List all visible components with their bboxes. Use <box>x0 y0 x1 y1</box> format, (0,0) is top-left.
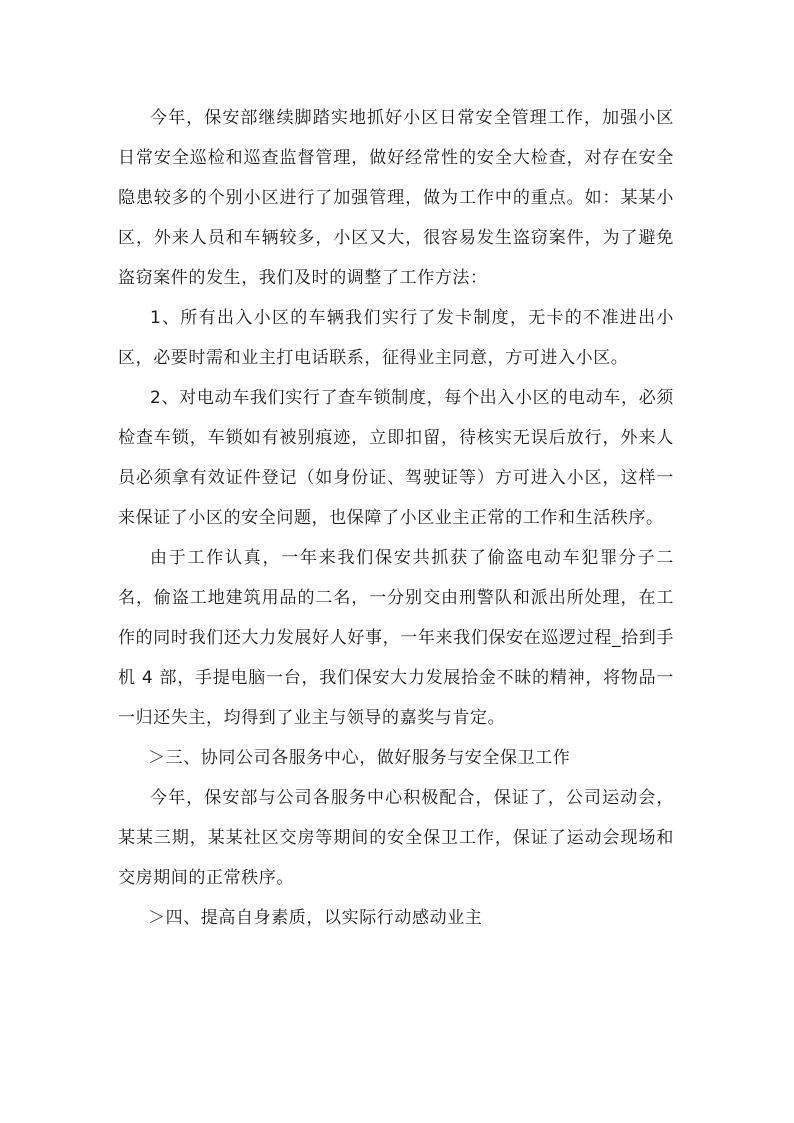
paragraph-security-management: 今年，保安部继续脚踏实地抓好小区日常安全管理工作，加强小区日常安全巡检和巡查监督管理，做好经常性的安全大检查，对存在安全隐患较多的个别小区进行了加强管理，做为工作中的重点。如：某某小区，外来人员和车辆较多，小区又大，很容易发生盗窃案件，为了避免盗窃案件的发生，我们及时的调整了工作方法： <box>118 108 674 288</box>
document-body <box>118 98 674 938</box>
paragraph-achievements: 由于工作认真，一年来我们保安共抓获了偷盗电动车犯罪分子二名，偷盗工地建筑用品的二名，一分别交由刑警队和派出所处理，在工作的同时我们还大力发展好人好事，一年来我们保安在巡逻过程_拾到手机 4 部，手提电脑一台，我们保安大力发展拾金不昧的精神，将物品一一归还失主，均得到了业主与领导的嘉奖与肯定。 <box>118 548 674 728</box>
paragraph-cooperation: 今年，保安部与公司各服务中心积极配合，保证了，公司运动会，某某三期，某某社区交房等期间的安全保卫工作，保证了运动会现场和交房期间的正常秩序。 <box>118 788 674 888</box>
section-heading-3: ＞三、协同公司各服务中心，做好服务与安全保卫工作 <box>148 748 571 768</box>
section-heading-4: ＞四、提高自身素质，以实际行动感动业主 <box>148 908 483 928</box>
paragraph-vehicle-card-system: 1、所有出入小区的车辆我们实行了发卡制度，无卡的不准进出小区，必要时需和业主打电话联系，征得业主同意，方可进入小区。 <box>118 308 674 368</box>
paragraph-ebike-lock-check: 2、对电动车我们实行了查车锁制度，每个出入小区的电动车，必须检查车锁，车锁如有被别痕迹，立即扣留，待核实无误后放行，外来人员必须拿有效证件登记（如身份证、驾驶证等）方可进入小区，这样一来保证了小区的安全问题，也保障了小区业主正常的工作和生活秩序。 <box>118 388 674 528</box>
